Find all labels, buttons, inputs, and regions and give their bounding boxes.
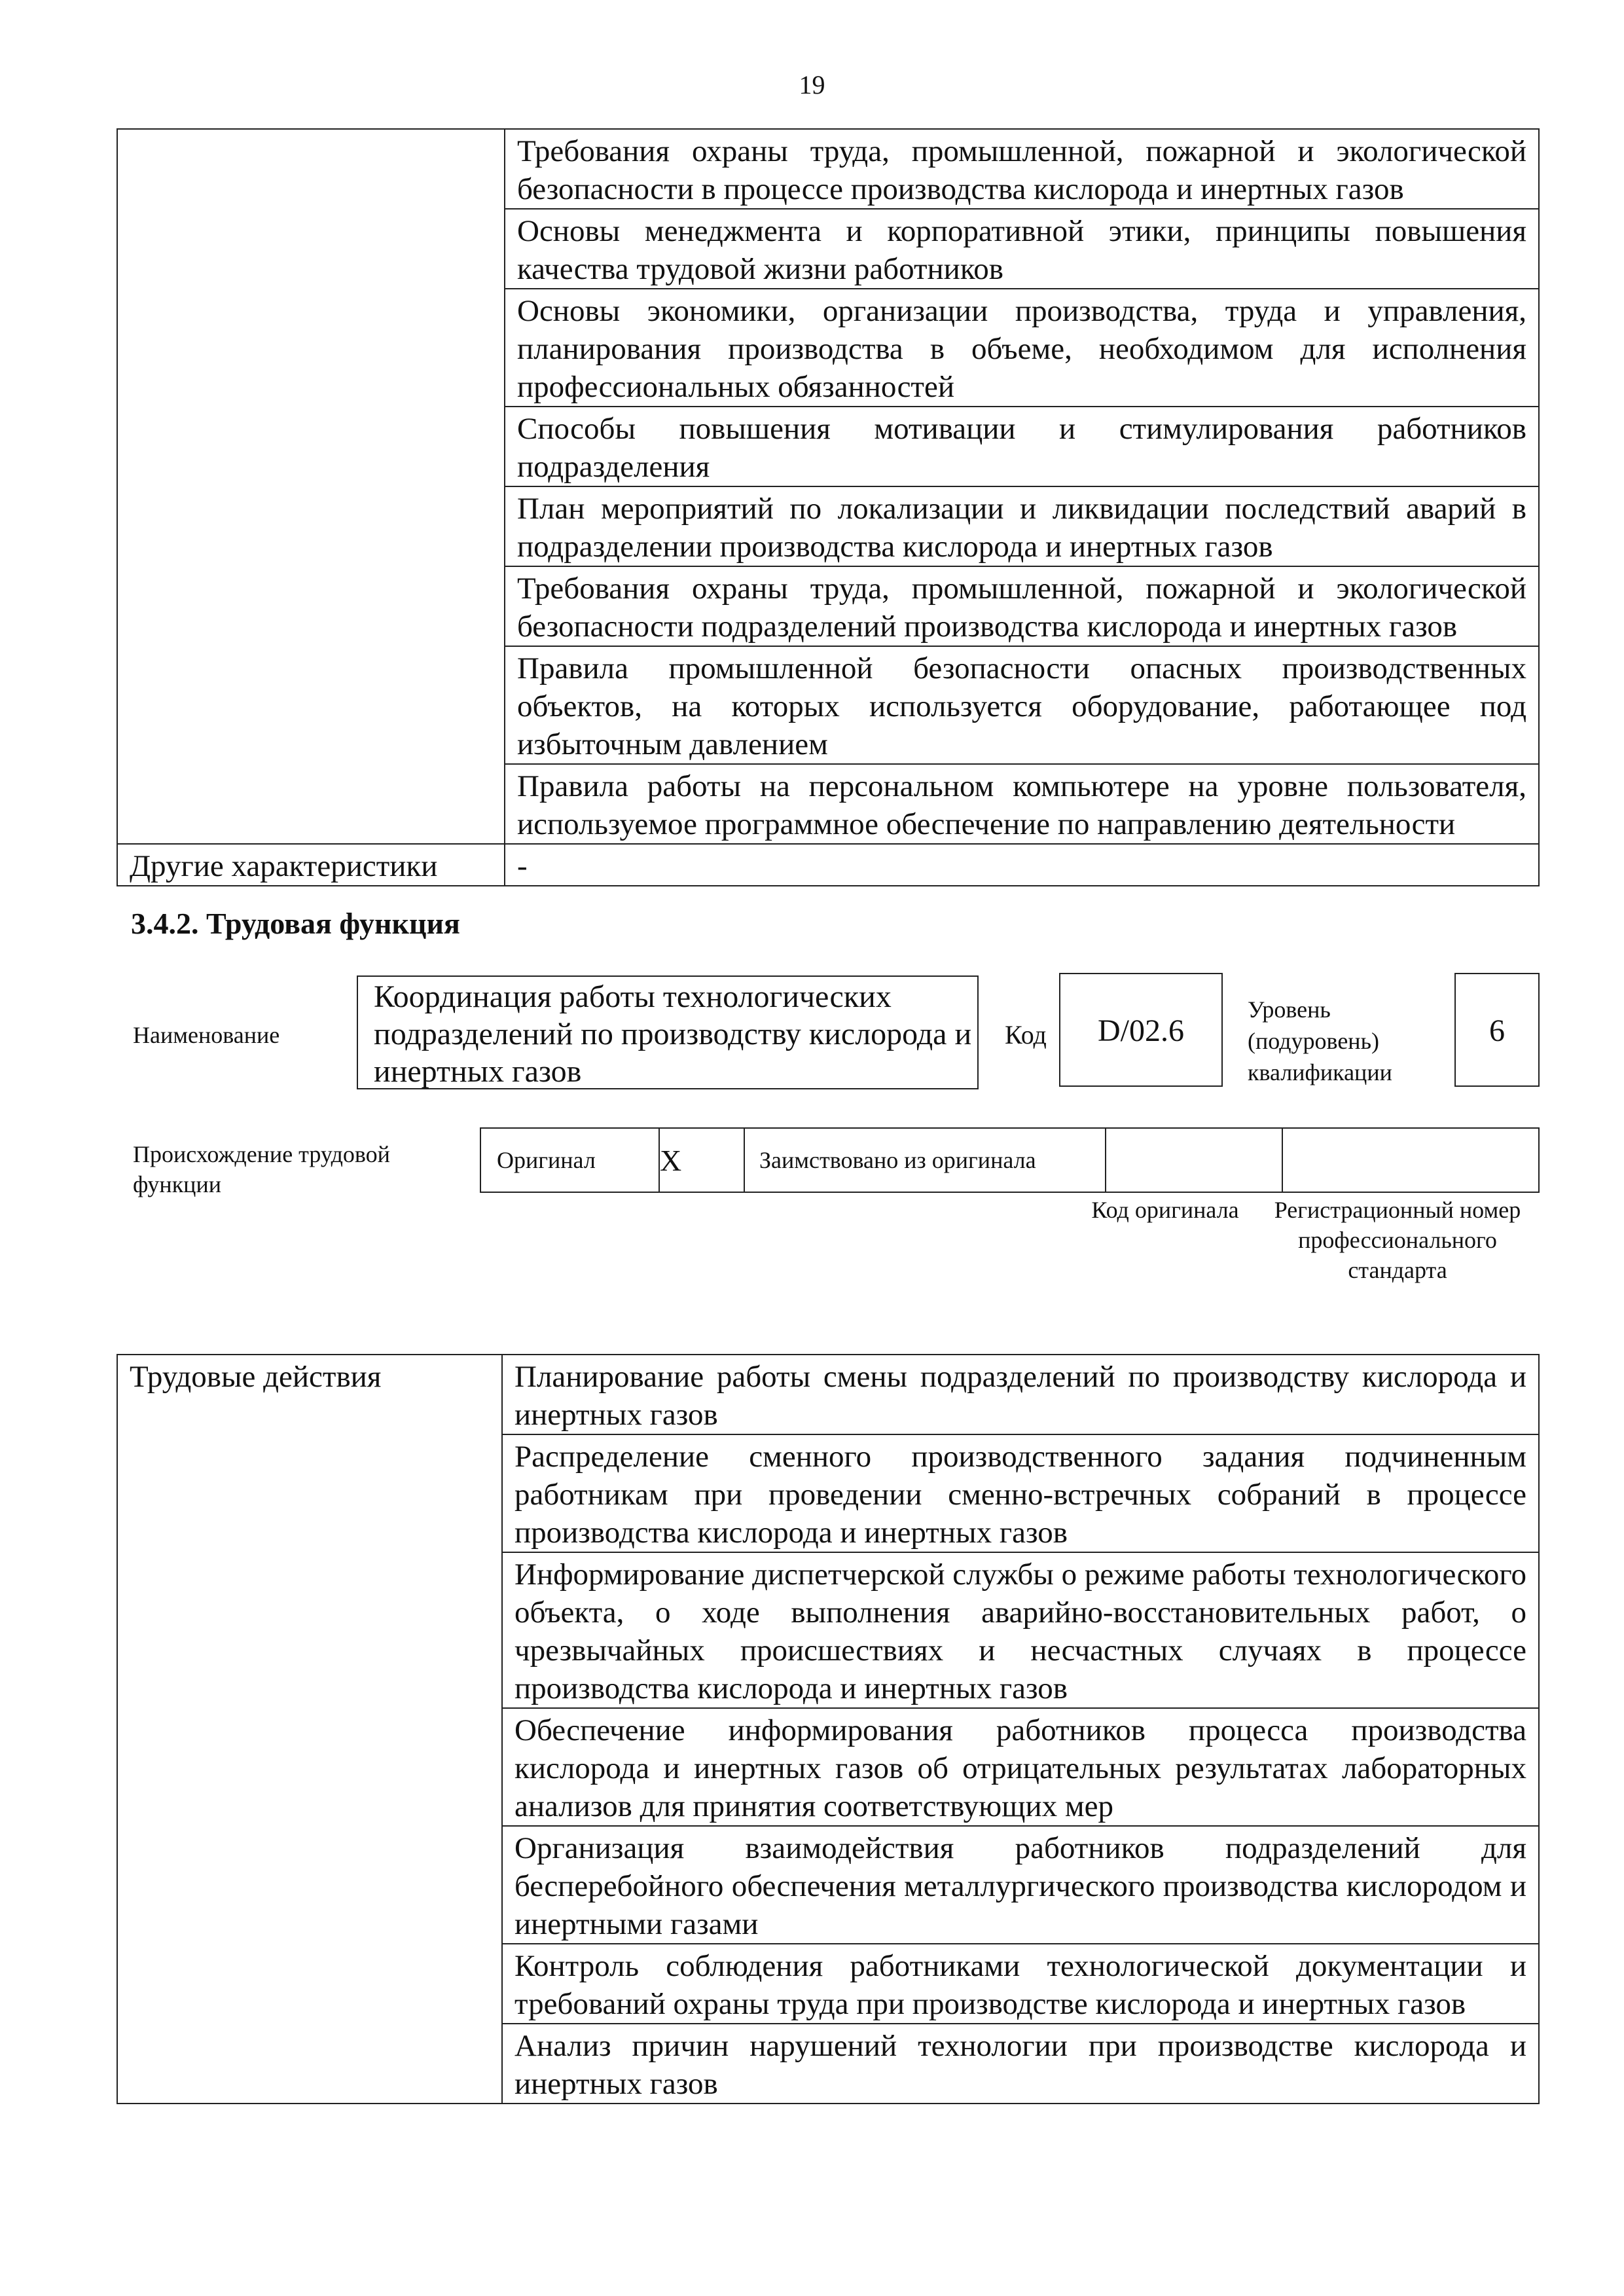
knowledge-item: Требования охраны труда, промышленной, пожарной и экологической безопасности в процессе производства кислорода и инертных газов [505, 129, 1539, 209]
table-row [117, 129, 1539, 209]
function-code-box: D/02.6 [1059, 973, 1223, 1087]
actions-label: Трудовые действия [117, 1355, 502, 2104]
qualification-level-box: 6 [1454, 973, 1540, 1087]
reg-number-caption: Регистрационный номер профессионального стандарта [1274, 1197, 1521, 1283]
other-characteristics-value: - [505, 844, 1539, 886]
knowledge-table [117, 128, 1540, 886]
action-item: Обеспечение информирования работников процесса производства кислорода и инертных газов об отрицательных результатах лабораторных анализов для принятия соответствующих мер [502, 1708, 1539, 1826]
action-item: Планирование работы смены подразделений по производству кислорода и инертных газов [502, 1355, 1539, 1434]
level-label: Уровень (подуровень) квалификации [1248, 996, 1392, 1085]
table-row [480, 1128, 1539, 1192]
original-code-caption: Код оригинала [1091, 1197, 1239, 1223]
table-row [117, 1355, 1539, 1434]
page-number: 19 [799, 70, 825, 100]
knowledge-item: Основы менеджмента и корпоративной этики, принципы повышения качества трудовой жизни работников [505, 209, 1539, 289]
original-label-cell: Оригинал [480, 1128, 659, 1192]
original-mark-cell: X [659, 1128, 744, 1192]
action-item: Организация взаимодействия работников подразделений для бесперебойного обеспечения металлургического производства кислородом и инертными газами [502, 1826, 1539, 1944]
action-item: Контроль соблюдения работниками технологической документации и требований охраны труда при производстве кислорода и инертных газов [502, 1944, 1539, 2024]
knowledge-item: План мероприятий по локализации и ликвидации последствий аварий в подразделении производства кислорода и инертных газов [505, 486, 1539, 566]
origin-table [480, 1127, 1540, 1193]
borrowed-label-cell: Заимствовано из оригинала [744, 1128, 1106, 1192]
knowledge-label-cell [117, 129, 505, 844]
function-name-box: Координация работы технологических подразделений по производству кислорода и инертных газов [357, 975, 979, 1089]
knowledge-item: Правила работы на персональном компьютере на уровне пользователя, используемое программное обеспечение по направлению деятельности [505, 764, 1539, 844]
knowledge-item: Правила промышленной безопасности опасных производственных объектов, на которых используется оборудование, работающее под избыточным давлением [505, 646, 1539, 764]
action-item: Анализ причин нарушений технологии при производстве кислорода и инертных газов [502, 2024, 1539, 2104]
knowledge-item: Способы повышения мотивации и стимулирования работников подразделения [505, 407, 1539, 486]
action-item: Информирование диспетчерской службы о режиме работы технологического объекта, о ходе выполнения аварийно-восстановительных работ, о чрезвычайных происшествиях и несчастных случаях в процессе производства кислорода и инертных газов [502, 1552, 1539, 1708]
original-code-cell [1106, 1128, 1282, 1192]
code-label: Код [1005, 1020, 1047, 1049]
other-characteristics-label: Другие характеристики [117, 844, 505, 886]
action-item: Распределение сменного производственного задания подчиненным работникам при проведении сменно-встречных собраний в процессе производства кислорода и инертных газов [502, 1434, 1539, 1552]
reg-number-cell [1282, 1128, 1539, 1192]
table-row [117, 844, 1539, 886]
knowledge-item: Требования охраны труда, промышленной, пожарной и экологической безопасности подразделений производства кислорода и инертных газов [505, 566, 1539, 646]
section-title: 3.4.2. Трудовая функция [131, 907, 460, 940]
actions-table [117, 1354, 1540, 2104]
origin-label: Происхождение трудовой функции [133, 1141, 390, 1197]
knowledge-item: Основы экономики, организации производства, труда и управления, планирования производства в объеме, необходимом для исполнения профессиональных обязанностей [505, 289, 1539, 407]
name-label: Наименование [133, 1022, 280, 1048]
